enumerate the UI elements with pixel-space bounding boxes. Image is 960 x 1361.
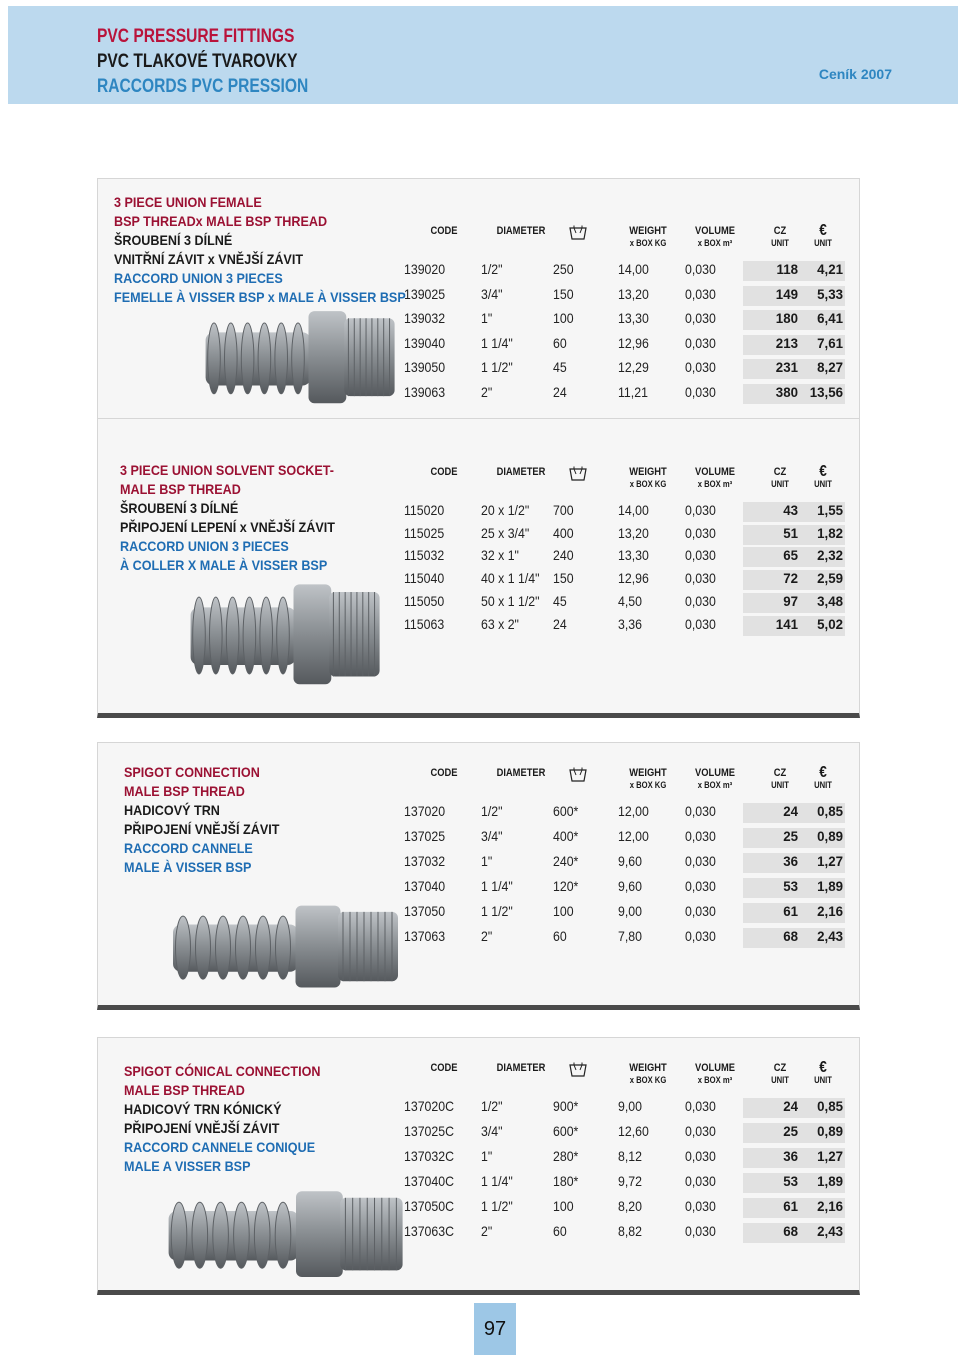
column-header-eur-unit: UNIT xyxy=(814,1075,832,1085)
cell-diameter: 2" xyxy=(481,384,493,400)
cell-code: 115020 xyxy=(404,502,445,518)
column-header-code-label: CODE xyxy=(430,767,458,779)
cell-box: 45 xyxy=(553,592,567,609)
cell-eur-price: 13,56 xyxy=(809,384,843,400)
column-header-diameter-label: DIAMETER xyxy=(496,466,546,478)
column-header-eur xyxy=(806,764,840,791)
cell-box: 24 xyxy=(553,615,567,632)
cell-volume: 0,030 xyxy=(685,878,716,894)
cell-cz-price: 72 xyxy=(783,570,798,587)
product-section xyxy=(97,742,860,1010)
column-header-eur xyxy=(806,1059,840,1086)
column-header-diameter-label: DIAMETER xyxy=(496,1062,546,1074)
cell-weight: 9,72 xyxy=(618,1173,642,1189)
column-header-weight-unit: x BOX KG xyxy=(629,780,667,790)
cell-eur-price: 2,43 xyxy=(817,928,843,944)
column-header-volume-unit: x BOX m³ xyxy=(697,1075,733,1085)
cell-diameter: 2" xyxy=(481,928,493,944)
column-header-cz-unit: UNIT xyxy=(771,479,789,489)
cell-eur-price: 1,89 xyxy=(817,1173,843,1189)
table-row xyxy=(98,1148,858,1168)
section-title-line: MALE A VISSER BSP xyxy=(124,1158,251,1174)
column-header-code-label: CODE xyxy=(430,1062,458,1074)
cell-box: 60 xyxy=(553,1223,567,1239)
cell-box: 900* xyxy=(553,1098,579,1114)
cell-cz-price: 149 xyxy=(775,285,798,302)
product-section xyxy=(97,1037,860,1295)
cell-box: 100 xyxy=(553,310,574,327)
header-title-en: PVC PRESSURE FITTINGS xyxy=(97,26,295,47)
cell-cz-price: 36 xyxy=(783,1148,798,1164)
column-header-diameter-label: DIAMETER xyxy=(496,767,546,779)
section-title-line: SPIGOT CÓNICAL CONNECTION xyxy=(124,1063,321,1079)
cell-eur-price: 0,89 xyxy=(817,828,843,844)
section-title-line: PŘIPOJENÍ LEPENÍ x VNĚJŠÍ ZÁVIT xyxy=(120,519,335,535)
table-row xyxy=(98,1098,858,1118)
column-header-cz-unit: UNIT xyxy=(771,238,789,248)
cell-cz-price: 53 xyxy=(783,1173,798,1189)
cell-diameter: 63 x 2" xyxy=(481,615,519,632)
column-header-code xyxy=(427,225,461,237)
cell-box: 600* xyxy=(553,1123,579,1139)
column-header-code xyxy=(427,767,461,779)
cell-weight: 9,00 xyxy=(618,903,642,919)
column-header-volume-label: VOLUME xyxy=(694,466,736,478)
cell-volume: 0,030 xyxy=(685,828,716,844)
cell-code: 115050 xyxy=(404,592,445,609)
section-title-line: RACCORD UNION 3 PIECES xyxy=(114,270,283,286)
cell-cz-price: 43 xyxy=(783,502,798,518)
cell-box: 250 xyxy=(553,261,574,277)
cell-volume: 0,030 xyxy=(685,592,716,609)
cell-weight: 14,00 xyxy=(618,502,649,518)
column-header-weight-label: WEIGHT xyxy=(629,225,667,237)
cell-eur-price: 2,59 xyxy=(817,570,843,587)
column-header-eur-label: € xyxy=(819,764,827,781)
cell-code: 139040 xyxy=(404,334,446,351)
cell-code: 115025 xyxy=(404,524,445,541)
cell-volume: 0,030 xyxy=(685,359,716,376)
column-header-code xyxy=(427,466,461,478)
section-title-line: 3 PIECE UNION FEMALE xyxy=(114,194,262,210)
cell-box: 120* xyxy=(553,878,579,894)
cell-eur-price: 1,27 xyxy=(817,1148,843,1164)
column-header-cz-label: CZ xyxy=(773,225,787,237)
column-header-cz-unit: UNIT xyxy=(771,1075,789,1085)
column-header-weight-unit: x BOX KG xyxy=(629,479,667,489)
product-section xyxy=(97,418,860,718)
column-header-diameter xyxy=(496,1062,547,1074)
cell-code: 139025 xyxy=(404,285,446,302)
cell-box: 700 xyxy=(553,502,574,518)
column-header-eur-unit: UNIT xyxy=(814,780,832,790)
cell-eur-price: 3,48 xyxy=(817,592,843,609)
cell-cz-price: 141 xyxy=(775,615,798,632)
section-title-line: RACCORD UNION 3 PIECES xyxy=(120,538,289,554)
cell-weight: 12,96 xyxy=(618,334,649,351)
section-title-line: MALE BSP THREAD xyxy=(120,481,241,497)
cell-diameter: 2" xyxy=(481,1223,493,1239)
cell-weight: 13,30 xyxy=(618,547,649,564)
cell-cz-price: 213 xyxy=(775,334,798,351)
cell-weight: 4,50 xyxy=(618,592,642,609)
section-title-line: PŘIPOJENÍ VNĚJŠÍ ZÁVIT xyxy=(124,821,280,837)
column-header-volume xyxy=(690,225,741,249)
cell-volume: 0,030 xyxy=(685,1173,716,1189)
cell-weight: 11,21 xyxy=(618,384,648,400)
page-header xyxy=(8,6,958,104)
cell-cz-price: 180 xyxy=(775,310,798,327)
cell-weight: 7,80 xyxy=(618,928,642,944)
table-row xyxy=(98,828,858,848)
cell-volume: 0,030 xyxy=(685,261,716,277)
cell-code: 137025 xyxy=(404,828,446,844)
cell-weight: 13,20 xyxy=(618,285,649,302)
cell-box: 400* xyxy=(553,828,579,844)
cell-weight: 12,00 xyxy=(618,803,649,819)
cell-code: 115063 xyxy=(404,615,445,632)
column-header-diameter xyxy=(496,225,547,237)
column-header-code-label: CODE xyxy=(430,466,458,478)
cell-diameter: 1 1/4" xyxy=(481,334,513,351)
price-list-label: Ceník 2007 xyxy=(818,66,892,82)
cell-diameter: 1/2" xyxy=(481,803,503,819)
cell-box: 24 xyxy=(553,384,567,400)
column-header-weight xyxy=(623,225,674,249)
cell-diameter: 1 1/2" xyxy=(481,903,513,919)
cell-weight: 13,30 xyxy=(618,310,649,327)
product-photo xyxy=(193,297,403,420)
column-header-volume xyxy=(690,767,741,791)
cell-weight: 14,00 xyxy=(618,261,649,277)
cell-code: 137040C xyxy=(404,1173,455,1189)
cell-diameter: 1 1/4" xyxy=(481,1173,513,1189)
cell-diameter: 1" xyxy=(481,310,493,327)
cell-box: 100 xyxy=(553,1198,574,1214)
page-number: 97 xyxy=(474,1303,516,1355)
section-title-line: VNITŘNÍ ZÁVIT x VNĚJŠÍ ZÁVIT xyxy=(114,251,304,267)
table-row xyxy=(98,1123,858,1143)
cell-diameter: 32 x 1" xyxy=(481,547,519,564)
column-header-volume-unit: x BOX m³ xyxy=(697,238,733,248)
cell-diameter: 1 1/2" xyxy=(481,1198,513,1214)
cell-code: 137050 xyxy=(404,903,446,919)
cell-volume: 0,030 xyxy=(685,285,716,302)
box-quantity-icon xyxy=(568,1062,588,1078)
cell-code: 115040 xyxy=(404,570,445,587)
cell-cz-price: 68 xyxy=(783,928,798,944)
cell-diameter: 3/4" xyxy=(481,1123,503,1139)
section-title-line: HADICOVÝ TRN KÓNICKÝ xyxy=(124,1101,282,1117)
cell-eur-price: 0,85 xyxy=(817,803,843,819)
column-header-cz xyxy=(763,1062,797,1086)
cell-code: 137063 xyxy=(404,928,446,944)
column-header-cz xyxy=(763,466,797,490)
cell-code: 139063 xyxy=(404,384,446,400)
section-title-line: MALE BSP THREAD xyxy=(124,1082,245,1098)
column-header-volume-unit: x BOX m³ xyxy=(697,780,733,790)
product-photo xyxy=(178,569,388,702)
column-header-weight xyxy=(623,466,674,490)
cell-weight: 12,60 xyxy=(618,1123,649,1139)
section-title-line: MALE BSP THREAD xyxy=(124,783,245,799)
column-header-cz xyxy=(763,767,797,791)
cell-diameter: 1 1/4" xyxy=(481,878,513,894)
cell-eur-price: 0,89 xyxy=(817,1123,843,1139)
cell-code: 115032 xyxy=(404,547,445,564)
box-quantity-icon xyxy=(568,225,588,241)
column-header-volume-label: VOLUME xyxy=(694,1062,736,1074)
table-row xyxy=(98,853,858,873)
cell-cz-price: 25 xyxy=(783,828,798,844)
cell-volume: 0,030 xyxy=(685,803,716,819)
cell-volume: 0,030 xyxy=(685,524,716,541)
cell-box: 100 xyxy=(553,903,574,919)
cell-volume: 0,030 xyxy=(685,1098,716,1114)
box-quantity-icon xyxy=(568,466,588,482)
cell-cz-price: 24 xyxy=(783,803,798,819)
section-title-line: 3 PIECE UNION SOLVENT SOCKET- xyxy=(120,462,335,478)
cell-diameter: 50 x 1 1/2" xyxy=(481,592,540,609)
cell-volume: 0,030 xyxy=(685,502,716,518)
column-header-diameter-label: DIAMETER xyxy=(496,225,546,237)
column-header-weight-unit: x BOX KG xyxy=(629,1075,667,1085)
column-header-eur xyxy=(806,463,840,490)
cell-box: 400 xyxy=(553,524,574,541)
column-header-code xyxy=(427,1062,461,1074)
column-header-eur-unit: UNIT xyxy=(814,479,832,489)
cell-eur-price: 2,16 xyxy=(817,903,843,919)
column-header-weight-label: WEIGHT xyxy=(629,767,667,779)
section-title-line: SPIGOT CONNECTION xyxy=(124,764,260,780)
column-header-cz-label: CZ xyxy=(773,767,787,779)
cell-eur-price: 1,55 xyxy=(817,502,843,518)
column-header-volume-unit: x BOX m³ xyxy=(697,479,733,489)
cell-volume: 0,030 xyxy=(685,310,716,327)
cell-cz-price: 65 xyxy=(783,547,798,564)
cell-box: 600* xyxy=(553,803,579,819)
column-header-cz-label: CZ xyxy=(773,466,787,478)
column-header-diameter xyxy=(496,767,547,779)
section-title-line: FEMELLE À VISSER BSP x MALE À VISSER BSP xyxy=(114,289,406,305)
cell-eur-price: 8,27 xyxy=(817,359,843,376)
cell-code: 137032 xyxy=(404,853,446,869)
cell-volume: 0,030 xyxy=(685,928,716,944)
cell-box: 60 xyxy=(553,928,567,944)
cell-weight: 8,82 xyxy=(618,1223,642,1239)
cell-eur-price: 2,32 xyxy=(817,547,843,564)
column-header-eur-label: € xyxy=(819,1059,827,1076)
cell-eur-price: 1,27 xyxy=(817,853,843,869)
cell-weight: 12,29 xyxy=(618,359,649,376)
section-title-line: HADICOVÝ TRN xyxy=(124,802,220,818)
cell-weight: 9,60 xyxy=(618,878,642,894)
cell-box: 280* xyxy=(553,1148,579,1164)
cell-volume: 0,030 xyxy=(685,1123,716,1139)
cell-code: 137020C xyxy=(404,1098,455,1114)
product-photo xyxy=(153,1178,413,1293)
column-header-volume xyxy=(690,466,741,490)
section-title-line: BSP THREADx MALE BSP THREAD xyxy=(114,213,328,229)
section-title-line: ŠROUBENÍ 3 DÍLNÉ xyxy=(114,232,233,248)
cell-box: 60 xyxy=(553,334,567,351)
column-header-code-label: CODE xyxy=(430,225,458,237)
cell-volume: 0,030 xyxy=(685,903,716,919)
section-title-line: PŘIPOJENÍ VNĚJŠÍ ZÁVIT xyxy=(124,1120,280,1136)
cell-volume: 0,030 xyxy=(685,384,716,400)
product-section xyxy=(97,178,860,426)
cell-eur-price: 4,21 xyxy=(817,261,843,277)
cell-eur-price: 0,85 xyxy=(817,1098,843,1114)
cell-box: 240* xyxy=(553,853,579,869)
column-header-weight-label: WEIGHT xyxy=(629,1062,667,1074)
cell-box: 180* xyxy=(553,1173,579,1189)
cell-volume: 0,030 xyxy=(685,547,716,564)
cell-eur-price: 1,82 xyxy=(817,524,843,541)
cell-cz-price: 380 xyxy=(775,384,798,400)
cell-volume: 0,030 xyxy=(685,853,716,869)
cell-diameter: 1/2" xyxy=(481,261,503,277)
cell-cz-price: 36 xyxy=(783,853,798,869)
cell-weight: 13,20 xyxy=(618,524,649,541)
column-header-eur-unit: UNIT xyxy=(814,238,832,248)
cell-volume: 0,030 xyxy=(685,334,716,351)
cell-code: 137032C xyxy=(404,1148,455,1164)
section-title-line: MALE À VISSER BSP xyxy=(124,859,252,875)
cell-eur-price: 6,41 xyxy=(817,310,843,327)
cell-eur-price: 7,61 xyxy=(817,334,843,351)
column-header-cz xyxy=(763,225,797,249)
section-title-line: RACCORD CANNELE xyxy=(124,840,253,856)
column-header-volume xyxy=(690,1062,741,1086)
product-photo xyxy=(158,893,408,1003)
table-row xyxy=(98,502,858,522)
cell-diameter: 1 1/2" xyxy=(481,359,513,376)
cell-weight: 12,00 xyxy=(618,828,649,844)
cell-eur-price: 5,02 xyxy=(817,615,843,632)
cell-cz-price: 61 xyxy=(783,903,798,919)
cell-eur-price: 1,89 xyxy=(817,878,843,894)
cell-volume: 0,030 xyxy=(685,615,716,632)
column-header-eur xyxy=(806,222,840,249)
cell-weight: 3,36 xyxy=(618,615,642,632)
cell-cz-price: 51 xyxy=(783,524,798,541)
cell-volume: 0,030 xyxy=(685,1148,716,1164)
column-header-weight xyxy=(623,1062,674,1086)
cell-box: 150 xyxy=(553,285,574,302)
cell-cz-price: 24 xyxy=(783,1098,798,1114)
section-title-line: À COLLER X MALE À VISSER BSP xyxy=(120,557,328,573)
cell-code: 137020 xyxy=(404,803,446,819)
table-row xyxy=(98,547,858,567)
cell-cz-price: 97 xyxy=(783,592,798,609)
cell-volume: 0,030 xyxy=(685,570,716,587)
cell-diameter: 3/4" xyxy=(481,285,503,302)
column-header-weight xyxy=(623,767,674,791)
column-header-volume-label: VOLUME xyxy=(694,767,736,779)
cell-box: 150 xyxy=(553,570,574,587)
header-title-cz: PVC TLAKOVÉ TVAROVKY xyxy=(97,51,298,72)
column-header-cz-label: CZ xyxy=(773,1062,787,1074)
cell-weight: 8,20 xyxy=(618,1198,642,1214)
table-row xyxy=(98,803,858,823)
cell-code: 139050 xyxy=(404,359,446,376)
table-row xyxy=(98,525,858,545)
column-header-cz-unit: UNIT xyxy=(771,780,789,790)
section-title-line: ŠROUBENÍ 3 DÍLNÉ xyxy=(120,500,239,516)
cell-code: 137063C xyxy=(404,1223,455,1239)
cell-box: 45 xyxy=(553,359,567,376)
cell-cz-price: 25 xyxy=(783,1123,798,1139)
cell-cz-price: 118 xyxy=(776,261,798,277)
cell-eur-price: 2,16 xyxy=(817,1198,843,1214)
cell-diameter: 1/2" xyxy=(481,1098,503,1114)
column-header-diameter xyxy=(496,466,547,478)
table-row xyxy=(98,261,858,281)
cell-diameter: 20 x 1/2" xyxy=(481,502,530,518)
cell-volume: 0,030 xyxy=(685,1198,716,1214)
cell-weight: 8,12 xyxy=(618,1148,642,1164)
column-header-weight-unit: x BOX KG xyxy=(629,238,667,248)
cell-code: 139032 xyxy=(404,310,446,327)
cell-weight: 9,00 xyxy=(618,1098,642,1114)
cell-code: 137025C xyxy=(404,1123,455,1139)
box-quantity-icon xyxy=(568,767,588,783)
column-header-volume-label: VOLUME xyxy=(694,225,736,237)
cell-diameter: 25 x 3/4" xyxy=(481,524,530,541)
cell-code: 139020 xyxy=(404,261,446,277)
cell-box: 240 xyxy=(553,547,574,564)
cell-diameter: 3/4" xyxy=(481,828,503,844)
cell-cz-price: 53 xyxy=(783,878,798,894)
cell-eur-price: 5,33 xyxy=(817,285,843,302)
column-header-weight-label: WEIGHT xyxy=(629,466,667,478)
cell-diameter: 1" xyxy=(481,1148,493,1164)
cell-diameter: 1" xyxy=(481,853,493,869)
column-header-eur-label: € xyxy=(819,222,827,239)
cell-weight: 9,60 xyxy=(618,853,642,869)
cell-weight: 12,96 xyxy=(618,570,649,587)
cell-cz-price: 68 xyxy=(783,1223,798,1239)
cell-code: 137040 xyxy=(404,878,446,894)
cell-cz-price: 231 xyxy=(775,359,798,376)
cell-cz-price: 61 xyxy=(783,1198,798,1214)
cell-diameter: 40 x 1 1/4" xyxy=(481,570,540,587)
cell-code: 137050C xyxy=(404,1198,455,1214)
cell-eur-price: 2,43 xyxy=(817,1223,843,1239)
column-header-eur-label: € xyxy=(819,463,827,480)
header-title-fr: RACCORDS PVC PRESSION xyxy=(97,76,309,97)
cell-volume: 0,030 xyxy=(685,1223,716,1239)
section-title-line: RACCORD CANNELE CONIQUE xyxy=(124,1139,316,1155)
